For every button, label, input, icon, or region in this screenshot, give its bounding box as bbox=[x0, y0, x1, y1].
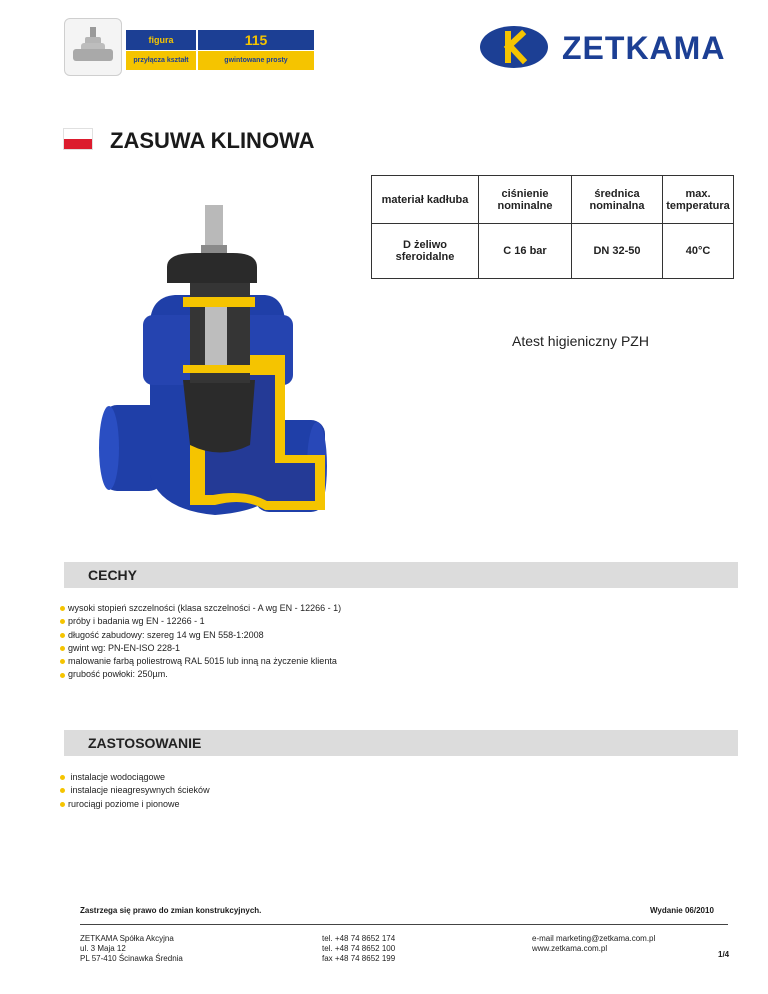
list-item: gwint wg: PN-EN-ISO 228-1 bbox=[60, 642, 341, 655]
features-title: CECHY bbox=[88, 567, 138, 583]
logo-text: ZETKAMA bbox=[562, 30, 726, 66]
logo-emblem-icon bbox=[478, 24, 558, 70]
figure-number: 115 bbox=[198, 30, 314, 50]
bullet-icon bbox=[60, 606, 65, 611]
list-item: malowanie farbą poliestrową RAL 5015 lub inną na życzenie klienta bbox=[60, 655, 341, 668]
product-thumbnail bbox=[64, 18, 122, 76]
footer-contact bbox=[532, 934, 655, 954]
features-section-header bbox=[64, 562, 738, 588]
bullet-icon bbox=[60, 673, 65, 678]
header-max-temperature: max. temperatura bbox=[663, 176, 734, 224]
application-section-header bbox=[64, 730, 738, 756]
list-item: grubość powłoki: 250µm. bbox=[60, 668, 341, 681]
application-list bbox=[60, 771, 210, 811]
list-item: długość zabudowy: szereg 14 wg EN 558-1:2008 bbox=[60, 629, 341, 642]
polish-flag-icon bbox=[63, 128, 93, 150]
email-link[interactable]: e-mail marketing@zetkama.com.pl bbox=[532, 934, 656, 943]
page-title: ZASUWA KLINOWA bbox=[110, 128, 315, 153]
bullet-icon bbox=[60, 659, 65, 664]
figure-label: figura bbox=[126, 30, 196, 50]
footer-phones: tel. +48 74 8652 174 tel. +48 74 8652 100 fax +48 74 8652 199 bbox=[322, 934, 396, 963]
value-max-temperature: 40°C bbox=[663, 224, 734, 279]
value-nominal-pressure: C 16 bar bbox=[479, 224, 572, 279]
figure-info-block bbox=[126, 30, 314, 70]
website-link[interactable]: www.zetkama.com.pl bbox=[532, 944, 608, 953]
footer-disclaimer: Zastrzega się prawo do zmian konstrukcyjnych. bbox=[80, 906, 262, 915]
list-item: wysoki stopień szczelności (klasa szczelności - A wg EN - 12266 - 1) bbox=[60, 602, 341, 615]
hygiene-certificate: Atest higieniczny PZH bbox=[512, 333, 649, 349]
header-body-material: materiał kadłuba bbox=[372, 176, 479, 224]
header-nominal-diameter: średnica nominalna bbox=[572, 176, 663, 224]
list-item: instalacje wodociągowe bbox=[60, 771, 210, 784]
footer-divider bbox=[80, 924, 728, 925]
footer-address: ZETKAMA Spółka Akcyjna ul. 3 Maja 12 PL 57-410 Ścinawka Średnia bbox=[80, 934, 183, 963]
connection-type: gwintowane prosty bbox=[198, 51, 314, 70]
footer-edition: Wydanie 06/2010 bbox=[650, 906, 714, 915]
list-item: rurociągi poziome i pionowe bbox=[60, 798, 210, 811]
bullet-icon bbox=[60, 619, 65, 624]
bullet-icon bbox=[60, 633, 65, 638]
bullet-icon bbox=[60, 788, 65, 793]
connection-label: przyłącza kształt bbox=[126, 51, 196, 70]
valve-thumbnail-icon bbox=[65, 19, 121, 75]
specification-table bbox=[371, 175, 734, 279]
value-nominal-diameter: DN 32-50 bbox=[572, 224, 663, 279]
zetkama-logo bbox=[478, 24, 748, 70]
application-title: ZASTOSOWANIE bbox=[88, 735, 202, 751]
header-nominal-pressure: ciśnienie nominalne bbox=[479, 176, 572, 224]
features-list bbox=[60, 602, 341, 682]
bullet-icon bbox=[60, 646, 65, 651]
page-number: 1/4 bbox=[718, 950, 730, 959]
bullet-icon bbox=[60, 802, 65, 807]
list-item: próby i badania wg EN - 12266 - 1 bbox=[60, 615, 341, 628]
bullet-icon bbox=[60, 775, 65, 780]
gate-valve-cutaway-image bbox=[95, 205, 330, 535]
value-body-material: D żeliwo sferoidalne bbox=[372, 224, 479, 279]
list-item: instalacje nieagresywnych ścieków bbox=[60, 784, 210, 797]
